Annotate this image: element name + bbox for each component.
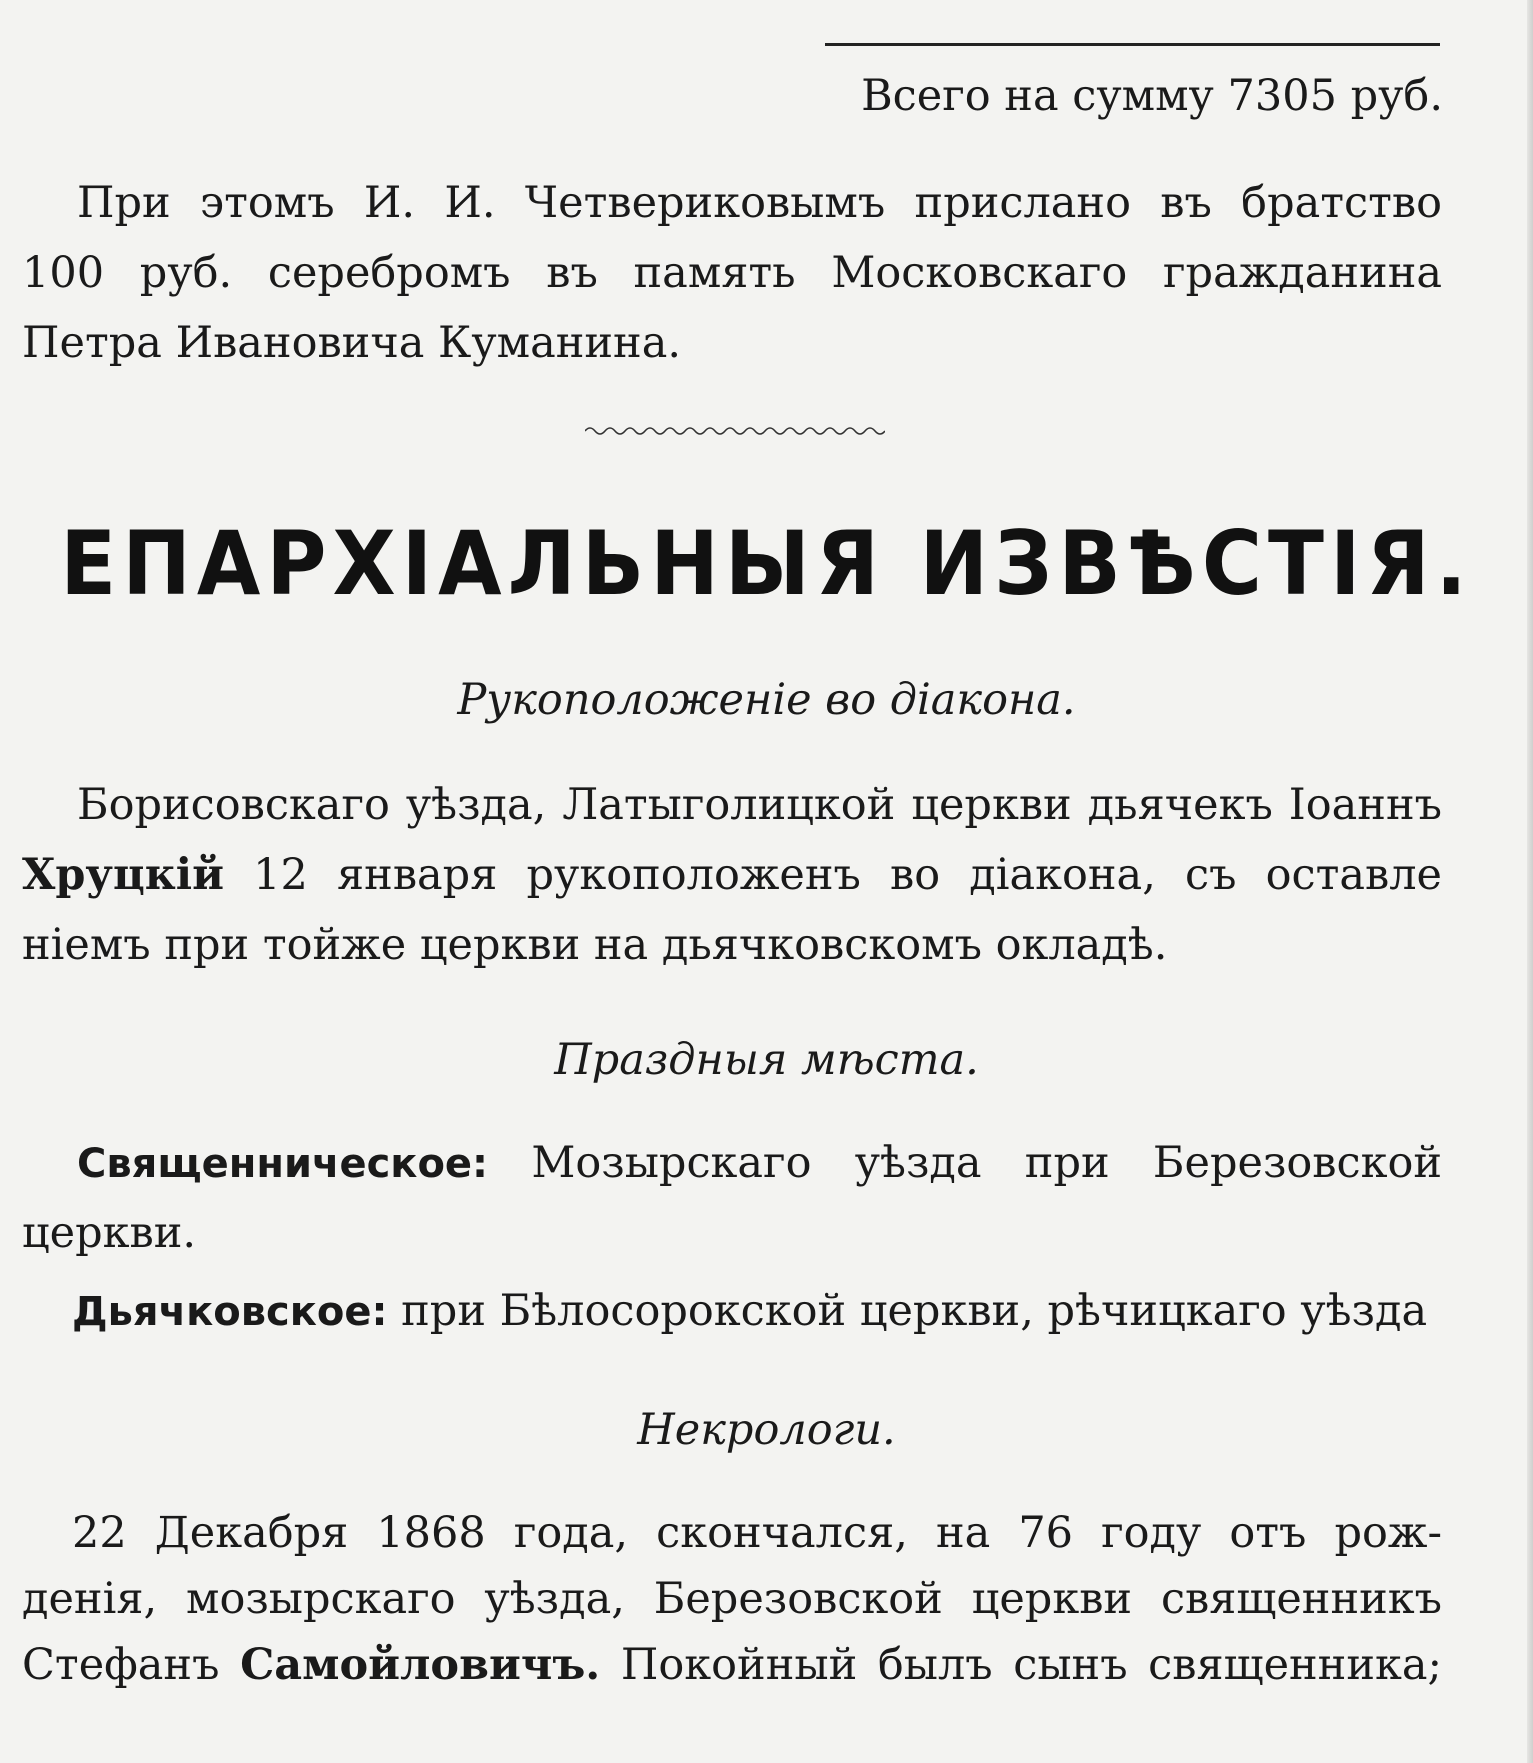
ordination-paragraph [22,770,1442,980]
vacancies-paragraph [22,1128,1442,1346]
necrology-line-3-end: Покойный былъ сынъ священника; [620,1640,1442,1690]
ordination-line-1: Борисовскаго уѣзда, Латыголицкой церкви дьячекъ Іоаннъ [77,780,1442,830]
vacancies-heading: Праздныя мѣста. [554,1035,979,1085]
necrology-heading: Некрологи. [637,1405,896,1455]
total-rule [825,43,1440,46]
necrology-paragraph [22,1500,1442,1698]
cropped-top-line [0,0,1533,18]
section-title: ЕПАРХІАЛЬНЫЯ ИЗВѢСТІЯ. [60,513,1473,616]
clerk-vacancy-label: Дьячковское: [72,1289,388,1335]
priest-vacancy-text: Мозырскаго уѣзда при Березовской [531,1138,1442,1188]
clerk-vacancy-line [22,1276,1442,1346]
clerk-vacancy-text: при Бѣлосорокской церкви, рѣчицкаго уѣзда [401,1286,1428,1336]
ordination-heading: Рукоположеніе во діакона. [457,675,1076,725]
necrology-line-1: 22 Декабря 1868 года, скончался, на 76 году отъ рож- [72,1508,1442,1558]
necrology-line-3 [22,1632,1442,1698]
priest-vacancy-line [22,1128,1442,1198]
total-line: Всего на сумму 7305 руб. [861,71,1443,121]
deceased-surname: Самойловичъ. [240,1640,601,1690]
ordination-line-2: Хруцкій 12 января рукоположенъ во діакона, съ оставле [22,850,1442,900]
ordination-line-3: ніемъ при тойже церкви на дьячковскомъ окладѣ. [22,920,1168,970]
priest-vacancy-label: Священническое: [77,1141,489,1187]
page-edge [1527,0,1533,1763]
donation-paragraph [22,168,1442,378]
donation-line-3: Петра Ивановича Куманина. [22,318,682,368]
priest-vacancy-end: церкви. [22,1208,197,1258]
ordained-name: Хруцкій [22,850,225,900]
donation-line-2: 100 руб. серебромъ въ память Московскаго гражданина [22,248,1442,298]
necrology-line-2: денія, мозырскаго уѣзда, Березовской церкви священникъ [22,1574,1442,1624]
donation-line-1: При этомъ И. И. Четвериковымъ прислано въ братство [77,178,1442,228]
deceased-first-name: Стефанъ [22,1640,220,1690]
decorative-wave-divider [585,425,885,437]
